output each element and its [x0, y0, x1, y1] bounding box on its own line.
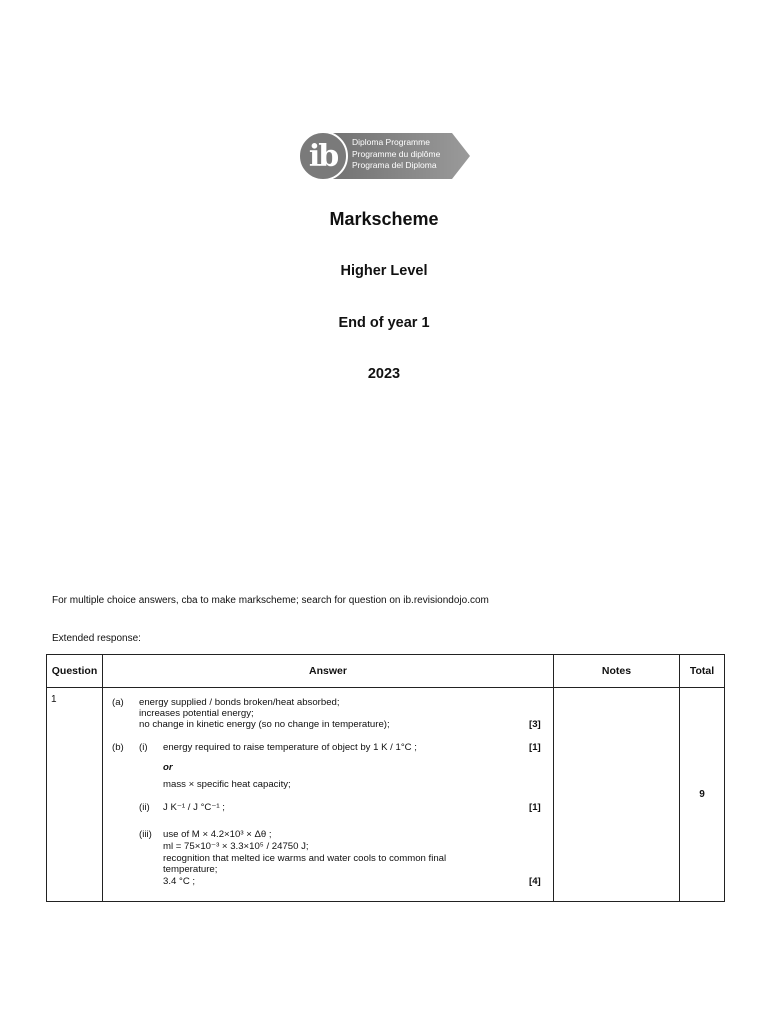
extended-response-label: Extended response: [52, 633, 141, 644]
part-b-iii-line-4: temperature; [163, 864, 218, 875]
notes-cell [554, 688, 680, 902]
session-heading: End of year 1 [338, 315, 430, 331]
part-b-iii-line-5: 3.4 °C ; [163, 876, 196, 887]
markscheme-table [46, 654, 725, 902]
part-a-line-1: energy supplied / bonds broken/heat absorbed; [139, 697, 340, 708]
part-a-label: (a) [112, 697, 124, 708]
question-number: 1 [47, 688, 103, 902]
part-b-i-line-2: mass × specific heat capacity; [163, 779, 291, 790]
part-b-i-or: or [163, 762, 173, 773]
part-a-line-3: no change in kinetic energy (so no change in temperature); [139, 719, 390, 730]
header-total: Total [680, 655, 725, 688]
total-marks: 9 [680, 688, 725, 902]
part-b-ii-line: J K⁻¹ / J °C⁻¹ ; [163, 802, 225, 813]
part-b-iii-mark: [4] [529, 876, 541, 887]
logo-text [352, 137, 440, 172]
table-row [47, 688, 725, 902]
multiple-choice-note: For multiple choice answers, cba to make markscheme; search for question on ib.revisiondojo.com [52, 595, 489, 606]
part-a-line-2: increases potential energy; [139, 708, 254, 719]
table-header-row [47, 655, 725, 688]
part-b-iii-line-3: recognition that melted ice warms and water cools to common final [163, 853, 447, 864]
part-b-ii-mark: [1] [529, 802, 541, 813]
part-b-i-mark: [1] [529, 742, 541, 753]
ib-logo [298, 131, 470, 181]
header-notes: Notes [554, 655, 680, 688]
ib-monogram: ib [298, 131, 348, 181]
year-heading: 2023 [367, 366, 401, 382]
logo-line-fr: Programme du diplôme [352, 148, 441, 159]
logo-line-en: Diploma Programme [352, 137, 430, 147]
header-question: Question [47, 655, 103, 688]
part-a-mark: [3] [529, 719, 541, 730]
part-b-label: (b) [112, 742, 124, 753]
header-answer: Answer [103, 655, 554, 688]
part-b-i-line-1: energy required to raise temperature of object by 1 K / 1°C ; [163, 742, 417, 753]
part-b-iii-label: (iii) [139, 829, 152, 840]
part-b-iii-line-2: ml = 75×10⁻³ × 3.3×10⁵ / 24750 J; [163, 841, 309, 852]
document-title: Markscheme [329, 209, 439, 229]
level-heading: Higher Level [340, 263, 428, 279]
answer-cell [103, 688, 554, 902]
part-b-ii-label: (ii) [139, 802, 150, 813]
logo-line-es: Programa del Diploma [352, 160, 437, 170]
part-b-iii-line-1: use of M × 4.2×10³ × Δθ ; [163, 829, 272, 840]
part-b-i-label: (i) [139, 742, 148, 753]
